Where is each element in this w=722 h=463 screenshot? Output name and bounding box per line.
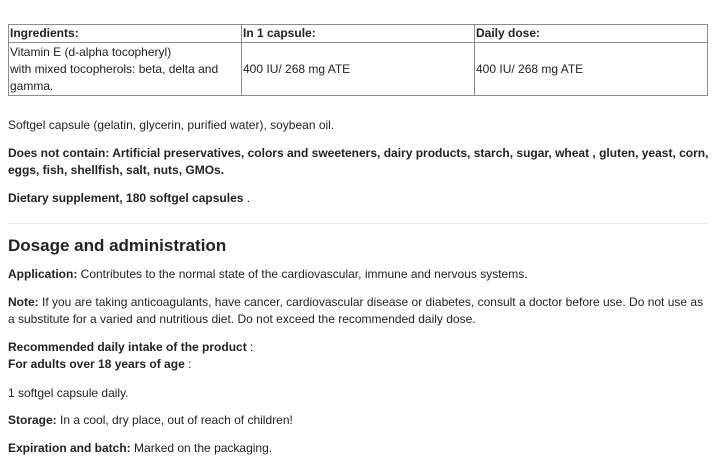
cell-ingredient <box>9 43 242 96</box>
application <box>8 266 713 283</box>
adults-suffix: : <box>184 357 192 371</box>
storage-label: Storage: <box>8 413 57 427</box>
application-label: Application: <box>8 267 78 281</box>
other-ingredients: Softgel capsule (gelatin, glycerin, purified water), soybean oil. <box>8 118 335 132</box>
does-not-contain <box>8 145 713 179</box>
does-not-contain-label: Does not contain: <box>8 146 110 160</box>
header-per-capsule: In 1 capsule: <box>242 25 475 43</box>
cell-per-capsule: 400 IU/ 268 mg ATE <box>242 43 475 96</box>
adults-label: For adults over 18 years of age <box>8 357 185 371</box>
note-text: If you are taking anticoagulants, have cancer, cardiovascular disease or diabetes, consult a doctor before use. Do not use as a substitute for a varied and nutritious diet. Do not exceed the recommended daily dose. <box>8 295 704 326</box>
dietary-supplement-suffix: . <box>243 191 251 205</box>
ingredients-table <box>8 24 708 96</box>
table-row <box>9 43 708 96</box>
table-header-row <box>9 25 708 43</box>
dietary-supplement <box>8 190 713 207</box>
ingredient-line-2: with mixed tocopherols: beta, delta and <box>10 61 219 76</box>
storage <box>8 412 713 429</box>
dietary-supplement-label: Dietary supplement, 180 softgel capsules <box>8 191 244 205</box>
recommended-label: Recommended daily intake of the product <box>8 340 247 354</box>
expiration-label: Expiration and batch: <box>8 441 131 455</box>
section-divider <box>8 223 708 224</box>
recommended-intake <box>8 339 713 373</box>
header-daily-dose: Daily dose: <box>475 25 708 43</box>
cell-daily-dose: 400 IU/ 268 mg ATE <box>475 43 708 96</box>
storage-text: In a cool, dry place, out of reach of children! <box>56 413 293 427</box>
daily-amount: 1 softgel capsule daily. <box>8 386 129 400</box>
ingredient-line-3: gamma. <box>10 78 54 93</box>
header-ingredients: Ingredients: <box>9 25 242 43</box>
does-not-contain-text: Artificial preservatives, colors and sweeteners, dairy products, starch, sugar, wheat , gluten, yeast, corn, eggs, fish, shellfish, salt, nuts, GMOs. <box>8 146 709 177</box>
dosage-heading: Dosage and administration <box>8 236 227 255</box>
expiration <box>8 440 713 457</box>
ingredient-line-1: Vitamin E (d-alpha tocopheryl) <box>10 44 172 59</box>
application-text: Contributes to the normal state of the cardiovascular, immune and nervous systems. <box>77 267 528 281</box>
recommended-suffix: : <box>246 340 254 354</box>
note <box>8 294 713 328</box>
note-label: Note: <box>8 295 39 309</box>
expiration-text: Marked on the packaging. <box>130 441 273 455</box>
